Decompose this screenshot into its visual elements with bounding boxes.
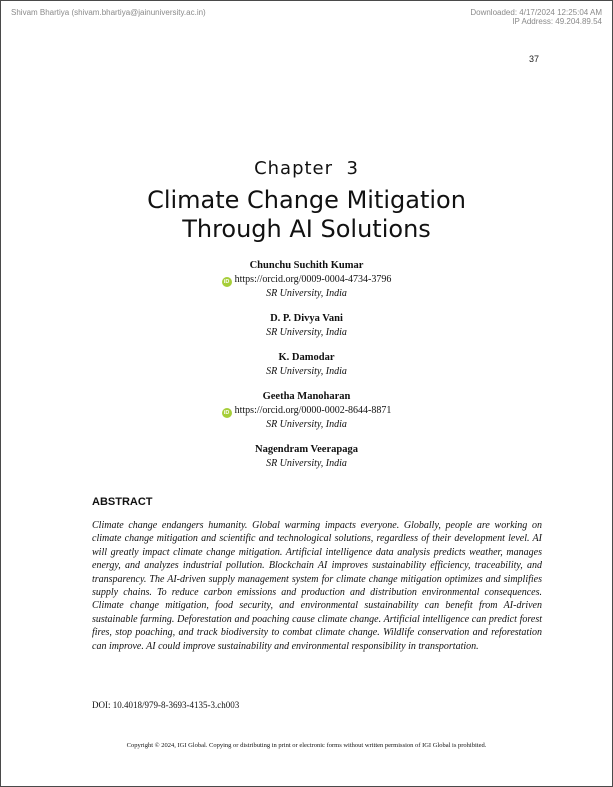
- author-block: [1, 312, 612, 340]
- downloader-info: Shivam Bhartiya (shivam.bhartiya@jainuniversity.ac.in): [11, 8, 206, 17]
- author-list: [1, 259, 612, 482]
- author-name: Geetha Manoharan: [262, 391, 351, 402]
- author-name: D. P. Divya Vani: [270, 313, 343, 324]
- author-name: Nagendram Veerapaga: [255, 444, 358, 455]
- author-block: [1, 390, 612, 432]
- author-affiliation: SR University, India: [266, 366, 347, 377]
- author-affiliation: SR University, India: [266, 458, 347, 469]
- author-name: Chunchu Suchith Kumar: [249, 260, 364, 271]
- orcid-line: [1, 404, 612, 418]
- chapter-label: Chapter 3: [254, 158, 359, 179]
- chapter-title: [1, 186, 612, 244]
- download-info: [470, 8, 602, 26]
- author-affiliation: SR University, India: [266, 288, 347, 299]
- author-affiliation: SR University, India: [266, 327, 347, 338]
- orcid-icon: iD: [222, 277, 232, 287]
- copyright-notice: Copyright © 2024, IGI Global. Copying or distributing in print or electronic forms without written permission of IGI Global is prohibited.: [126, 742, 487, 749]
- abstract-heading: ABSTRACT: [92, 496, 153, 508]
- ip-address: IP Address: 49.204.89.54: [512, 17, 602, 26]
- orcid-icon: iD: [222, 408, 232, 418]
- author-block: [1, 351, 612, 379]
- author-block: [1, 443, 612, 471]
- orcid-link[interactable]: https://orcid.org/0009-0004-4734-3796: [234, 274, 392, 285]
- author-block: [1, 259, 612, 301]
- chapter-title-line-2: Through AI Solutions: [182, 215, 431, 243]
- doi: DOI: 10.4018/979-8-3693-4135-3.ch003: [92, 700, 240, 710]
- orcid-link[interactable]: https://orcid.org/0000-0002-8644-8871: [234, 405, 392, 416]
- chapter-title-line-1: Climate Change Mitigation: [147, 186, 466, 214]
- download-timestamp: Downloaded: 4/17/2024 12:25:04 AM: [470, 8, 602, 17]
- author-affiliation: SR University, India: [266, 419, 347, 430]
- page-number: 37: [528, 54, 539, 64]
- abstract-text: Climate change endangers humanity. Global warming impacts everyone. Globally, people are working on climate change mitigation and scientific and technological solutions, regardless of their development level. AI will greatly impact climate change mitigation. Artificial intelligence data analysis predicts weather, manages energy, and analyzes industrial pollution. Blockchain AI improves sustainability efficiency, traceability, and transparency. The AI-driven supply management system for climate change mitigation optimizes and simplifies supply chains. To reduce carbon emissions and production and distribution environmental consequences. Climate change mitigation, food security, and environmental sustainability can benefit from AI-driven sustainable farming. Deforestation and poaching cause climate change. Artificial intelligence can predict forest fires, stop poaching, and track biodiversity to combat climate change. Wildlife conservation and reforestation can improve. AI could improve sustainability and environmental responsibility in transportation.: [92, 520, 542, 652]
- orcid-line: [1, 273, 612, 287]
- author-name: K. Damodar: [278, 352, 335, 363]
